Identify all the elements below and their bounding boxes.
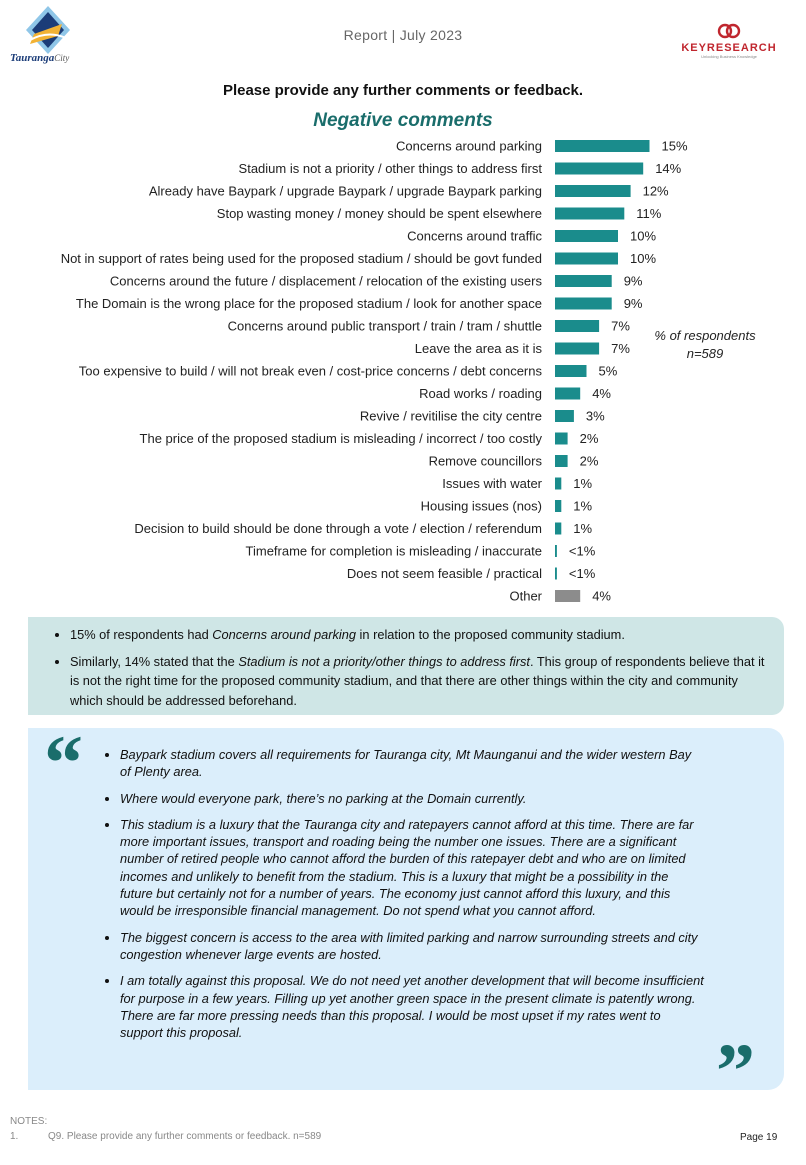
category-label: Already have Baypark / upgrade Baypark / upgrade Baypark parking (148, 183, 542, 199)
category-label: Road works / roading (419, 386, 542, 401)
value-label: 4% (592, 588, 611, 604)
category-label: The Domain is the wrong place for the proposed stadium / look for another space (75, 296, 542, 311)
notes-title: NOTES: (10, 1116, 48, 1127)
respondents-label: % of respondents (654, 328, 756, 343)
summary-list (28, 617, 784, 710)
bar (555, 568, 557, 580)
bar (555, 523, 561, 535)
value-label: <1% (568, 543, 596, 559)
category-label: The price of the proposed stadium is misleading / incorrect / too costly (139, 431, 542, 446)
bar (555, 275, 612, 287)
quote-item: • I am totally against this proposal. We do not need yet another development that will become insufficient for purpose in a few years. Filling up yet another green space in the present climate is patently wrong. There are far more pressing needs than this proposal. I would be most upset if my rates went to support this proposal. (120, 972, 704, 1041)
category-label: Revive / revitilise the city centre (359, 408, 542, 424)
summary-text: 15% of respondents had (70, 627, 213, 642)
note-text: Q9. Please provide any further comments or feedback. n=589 (48, 1131, 322, 1142)
bar (555, 455, 568, 467)
category-label: Too expensive to build / will not break even / cost-price concerns / debt concerns (78, 363, 542, 379)
bar (555, 500, 561, 512)
value-label: <1% (568, 566, 596, 581)
value-label: 5% (598, 363, 618, 379)
category-label: Timeframe for completion is misleading / inaccurate (245, 543, 542, 559)
summary-emphasis: Concerns around parking (212, 627, 356, 642)
summary-text: in relation to the proposed community stadium. (356, 627, 625, 642)
value-label: 7% (611, 341, 630, 356)
quote-item: • Where would everyone park, there’s no parking at the Domain currently. (120, 790, 704, 807)
category-label: Stop wasting money / money should be spent elsewhere (216, 206, 542, 221)
bar (555, 545, 557, 557)
summary-item (70, 652, 774, 711)
value-label: 9% (623, 296, 643, 311)
bar (555, 478, 561, 490)
brand-suffix: City (54, 53, 70, 63)
note-number: 1. (10, 1131, 19, 1142)
bar (555, 253, 618, 265)
category-label: Decision to build should be done through a vote / election / referendum (134, 521, 542, 536)
quote-item: • The biggest concern is access to the area with limited parking and narrow surrounding streets and city congestion whenever large events are hosted. (120, 929, 704, 964)
bar (555, 590, 580, 602)
value-label: 7% (611, 318, 630, 334)
sample-size: n=589 (686, 346, 724, 361)
report-title: Report | July 2023 (343, 27, 463, 43)
category-label: Leave the area as it is (414, 341, 542, 356)
category-label: Issues with water (442, 476, 542, 491)
category-label: Concerns around traffic (407, 228, 542, 244)
negative-comments-bar-chart (0, 130, 806, 610)
bar (555, 433, 568, 445)
bar (555, 343, 599, 355)
category-label: Other (509, 588, 542, 604)
category-label: Concerns around parking (396, 138, 542, 154)
value-label: 1% (573, 476, 593, 491)
close-quote-icon: ” (716, 1027, 755, 1114)
value-label: 10% (630, 228, 657, 244)
bar (555, 163, 643, 175)
brand-name: Tauranga (10, 52, 55, 64)
question-heading: Please provide any further comments or feedback. (222, 82, 584, 99)
value-label: 9% (623, 273, 643, 289)
keyresearch-tagline: Unlocking Business Knowledge (701, 54, 757, 59)
bar (555, 410, 574, 422)
bar (555, 365, 587, 377)
note-item (10, 1131, 321, 1142)
bar (555, 388, 580, 400)
value-label: 15% (661, 138, 688, 154)
quotes-list (28, 728, 784, 1041)
summary-box (28, 617, 784, 715)
category-label: Stadium is not a priority / other things to address first (238, 161, 542, 176)
bar (555, 140, 650, 152)
value-label: 2% (579, 431, 599, 446)
category-label: Not in support of rates being used for the proposed stadium / should be govt funded (60, 251, 542, 266)
summary-item (70, 625, 774, 645)
category-label: Concerns around public transport / train / tram / shuttle (227, 318, 542, 334)
bar (555, 230, 618, 242)
bar (555, 185, 631, 197)
category-label: Does not seem feasible / practical (346, 566, 542, 581)
value-label: 14% (655, 161, 682, 176)
summary-text: Similarly, 14% stated that the (70, 653, 239, 669)
chart-title: Negative comments (313, 110, 493, 131)
summary-text: . This group of respondents believe that it is not the right time for the proposed community stadium, and that there are other things within the city and community which should be addressed beforehand. (70, 653, 765, 708)
brand-wordmark (10, 52, 69, 64)
category-label: Housing issues (nos) (420, 498, 542, 514)
keyresearch-name: KEYRESEARCH (681, 42, 777, 54)
bar (555, 298, 612, 310)
value-label: 2% (579, 453, 599, 469)
page-number: Page 19 (740, 1132, 778, 1143)
respondents-note (640, 327, 770, 363)
value-label: 1% (573, 521, 593, 536)
category-label: Remove councillors (428, 453, 542, 469)
value-label: 12% (642, 183, 669, 199)
quote-item: • Baypark stadium covers all requirements for Tauranga city, Mt Maunganui and the wider western Bay of Plenty area. (120, 746, 704, 781)
open-quote-icon: “ (44, 719, 83, 806)
value-label: 11% (636, 206, 662, 221)
verbatim-quotes-box (28, 728, 784, 1090)
summary-emphasis: Stadium is not a priority/other things to address first (238, 653, 530, 669)
value-label: 4% (592, 386, 611, 401)
value-label: 10% (630, 251, 657, 266)
category-label: Concerns around the future / displacement / relocation of the existing users (109, 273, 542, 289)
bar (555, 208, 624, 220)
quote-item: • This stadium is a luxury that the Tauranga city and ratepayers cannot afford at this time. There are far more important issues, transport and roading being the number one issues. There are a significant number of retired people who cannot afford the burden of this ratepayer debt and who are on limited incomes and unlikely to benefit from the stadium. This is a luxury that might be a possibility in the future but certainly not for a number of years. The economy just cannot afford this luxury, and this would be irresponsible financial management. Do not spend what you cannot afford. (120, 816, 704, 920)
value-label: 1% (573, 498, 593, 514)
value-label: 3% (585, 408, 605, 424)
bar (555, 320, 599, 332)
